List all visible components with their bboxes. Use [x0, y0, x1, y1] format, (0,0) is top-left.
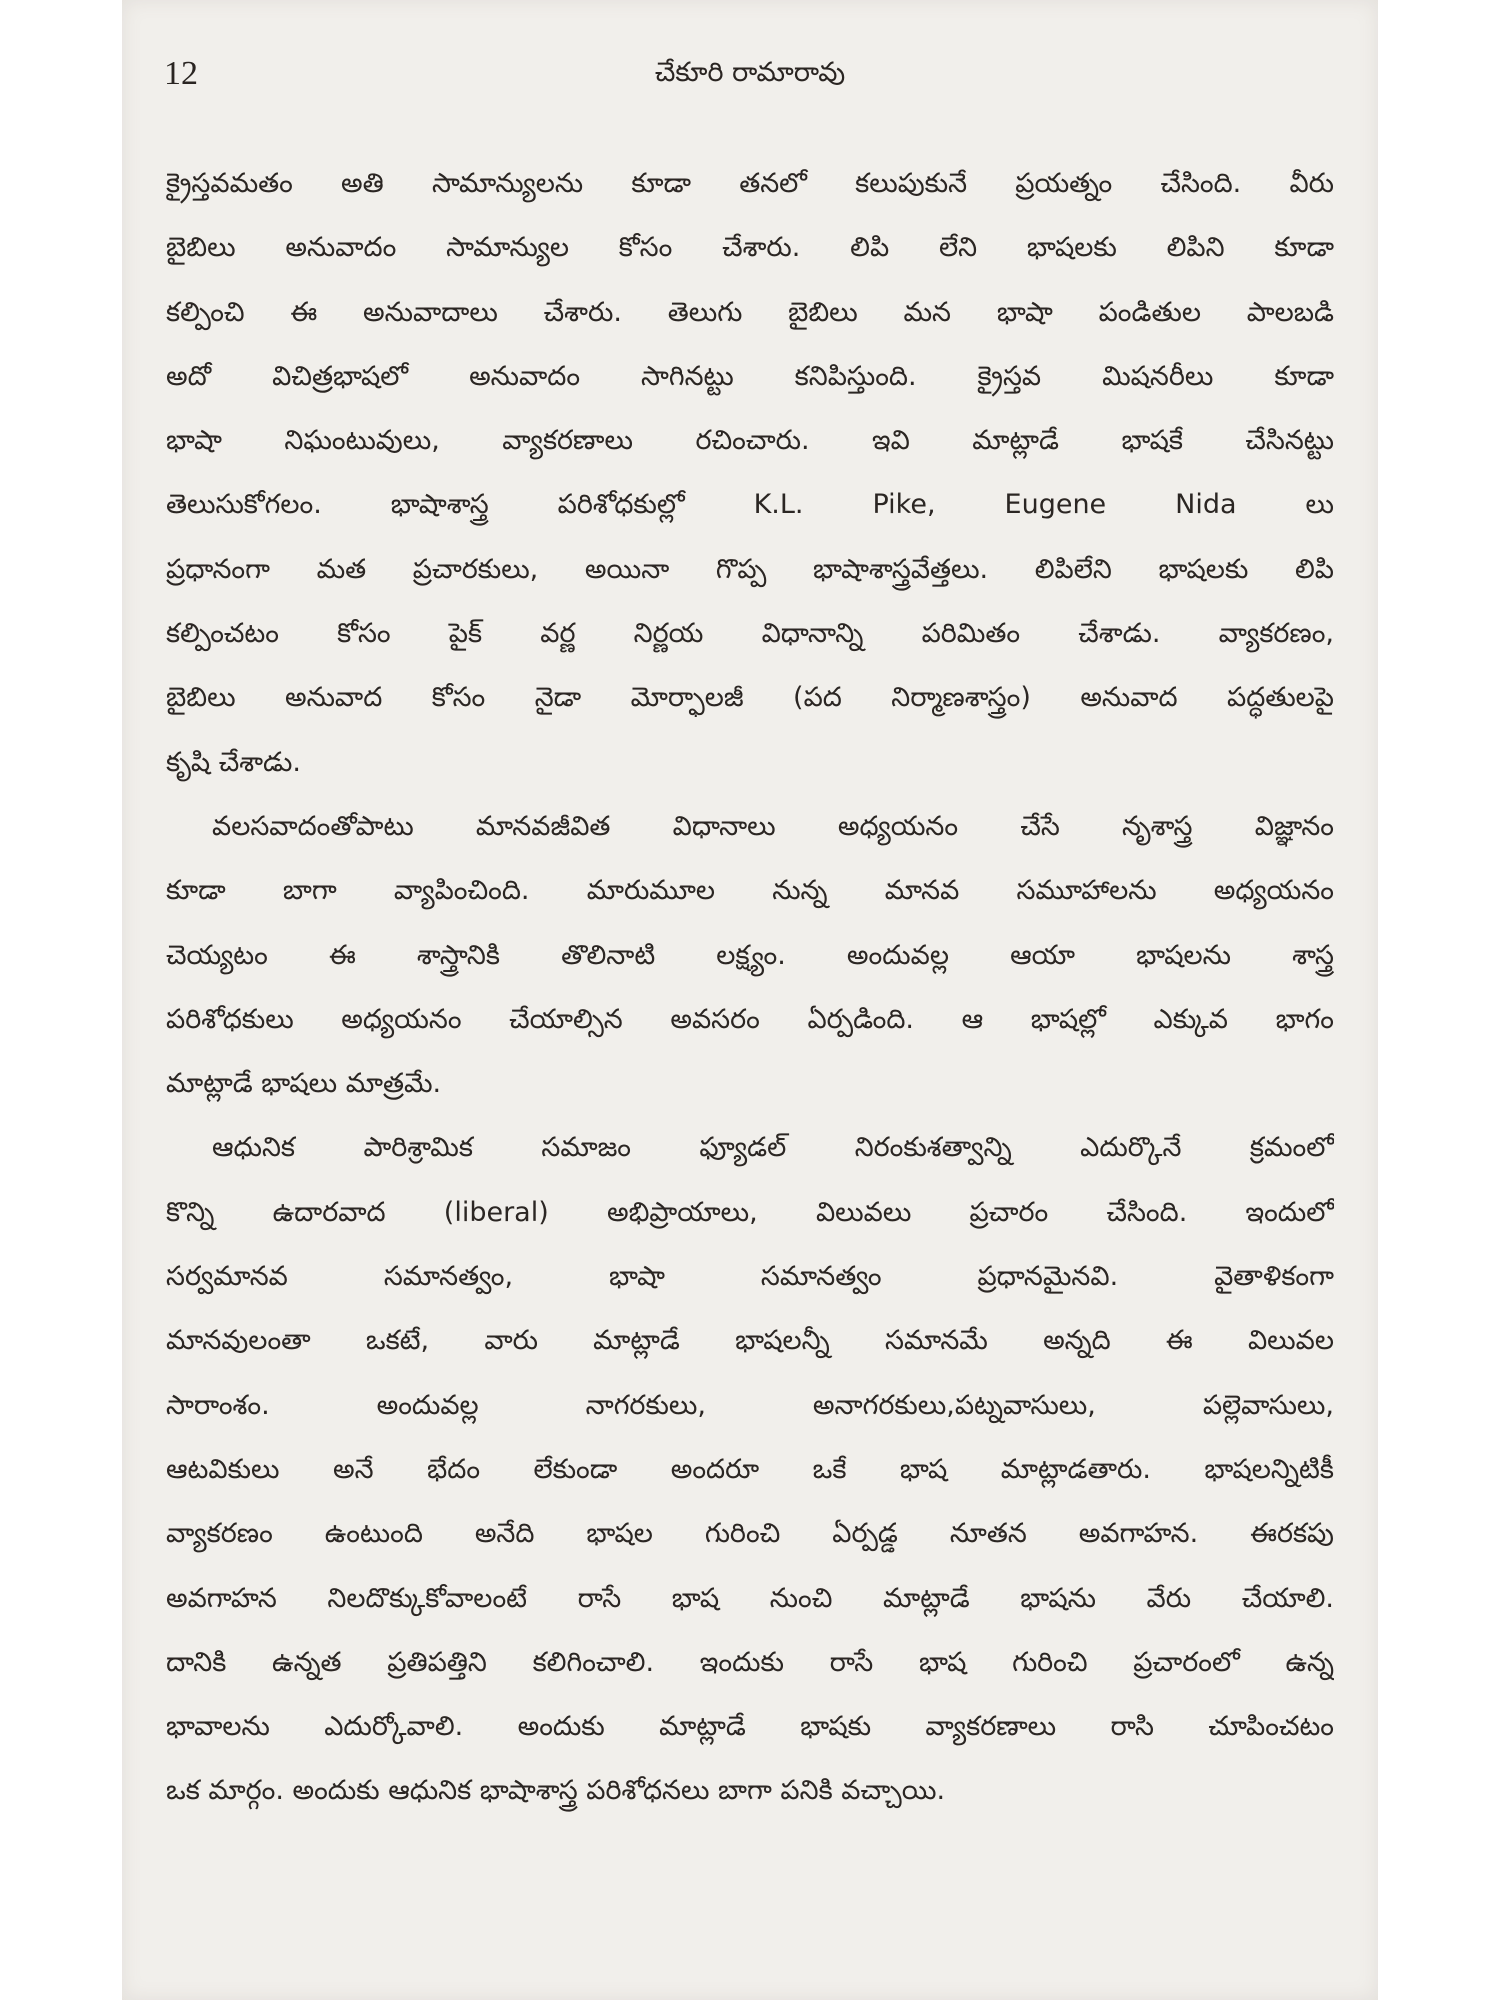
text-line: ఆధునిక పారిశ్రామిక సమాజం ఫ్యూడల్ నిరంకుశత్వాన్ని ఎదుర్కొనే క్రమంలో: [212, 1132, 1334, 1164]
text-line: కృషి చేశాడు.: [166, 746, 301, 778]
text-line: క్రైస్తవమతం అతి సామాన్యులను కూడా తనలో కలుపుకునే ప్రయత్నం చేసింది. వీరు: [166, 168, 1334, 199]
text-line: ఒక మార్గం. అందుకు ఆధునిక భాషాశాస్త్ర పరిశోధనలు బాగా పనికి వచ్చాయి.: [166, 1775, 946, 1807]
page-header: [122, 55, 1378, 101]
running-head: చేకూరి రామారావు: [654, 57, 846, 88]
text-line: కల్పించి ఈ అనువాదాలు చేశారు. తెలుగు బైబిలు మన భాషా పండితుల పాలబడి: [166, 296, 1334, 328]
text-line: వ్యాకరణం ఉంటుంది అనేది భాషల గురించి ఏర్పడ్డ నూతన అవగాహన. ఈరకపు: [166, 1518, 1334, 1550]
text-line: బైబిలు అనువాద కోసం నైడా మోర్ఫాలజీ (పద నిర్మాణశాస్త్రం) అనువాద పద్ధతులపై: [166, 682, 1334, 714]
text-line: వలసవాదంతోపాటు మానవజీవిత విధానాలు అధ్యయనం చేసే నృశాస్త్ర విజ్ఞానం: [212, 810, 1334, 842]
text-line: సారాంశం. అందువల్ల నాగరకులు, అనాగరకులు,పట్నవాసులు, పల్లెవాసులు,: [166, 1389, 1334, 1421]
text-line: చెయ్యటం ఈ శాస్త్రానికి తొలినాటి లక్ష్యం. అందువల్ల ఆయా భాషలను శాస్త్ర: [166, 939, 1334, 971]
paragraph: [166, 795, 1334, 1116]
page-number: 12: [164, 55, 198, 92]
text-line: తెలుసుకోగలం. భాషాశాస్త్ర పరిశోధకుల్లో K.L. Pike, Eugene Nida లు: [166, 489, 1334, 521]
text-line: అవగాహన నిలదొక్కుకోవాలంటే రాసే భాష నుంచి మాట్లాడే భాషను వేరు చేయాలి.: [166, 1582, 1334, 1614]
text-line: భాషా నిఘంటువులు, వ్యాకరణాలు రచించారు. ఇవి మాట్లాడే భాషకే చేసినట్టు: [166, 425, 1334, 457]
text-line: ఆటవికులు అనే భేదం లేకుండా అందరూ ఒకే భాష మాట్లాడతారు. భాషలన్నిటికీ: [166, 1453, 1334, 1485]
text-line: పరిశోధకులు అధ్యయనం చేయాల్సిన అవసరం ఏర్పడింది. ఆ భాషల్లో ఎక్కువ భాగం: [166, 1003, 1334, 1035]
text-line: కల్పించటం కోసం పైక్ వర్ణ నిర్ణయ విధానాన్ని పరిమితం చేశాడు. వ్యాకరణం,: [166, 618, 1334, 650]
text-line: మాట్లాడే భాషలు మాత్రమే.: [166, 1068, 442, 1100]
text-line: సర్వమానవ సమానత్వం, భాషా సమానత్వం ప్రధానమైనవి. వైతాళికంగా: [166, 1261, 1334, 1293]
text-line: ప్రధానంగా మత ప్రచారకులు, అయినా గొప్ప భాషాశాస్త్రవేత్తలు. లిపిలేని భాషలకు లిపి: [166, 553, 1334, 585]
book-page: [122, 0, 1378, 2000]
text-line: దానికి ఉన్నత ప్రతిపత్తిని కలిగించాలి. ఇందుకు రాసే భాష గురించి ప్రచారంలో ఉన్న: [166, 1646, 1334, 1678]
body-text: [166, 152, 1334, 1824]
text-line: కూడా బాగా వ్యాపించింది. మారుమూల నున్న మానవ సమూహాలను అధ్యయనం: [166, 875, 1334, 907]
text-line: అదో విచిత్రభాషలో అనువాదం సాగినట్టు కనిపిస్తుంది. క్రైస్తవ మిషనరీలు కూడా: [166, 360, 1334, 392]
text-line: బైబిలు అనువాదం సామాన్యుల కోసం చేశారు. లిపి లేని భాషలకు లిపిని కూడా: [166, 232, 1334, 264]
text-line: భావాలను ఎదుర్కోవాలి. అందుకు మాట్లాడే భాషకు వ్యాకరణాలు రాసి చూపించటం: [166, 1711, 1334, 1743]
text-line: కొన్ని ఉదారవాద (liberal) అభిప్రాయాలు, విలువలు ప్రచారం చేసింది. ఇందులో: [166, 1196, 1334, 1228]
text-line: మానవులంతా ఒకటే, వారు మాట్లాడే భాషలన్నీ సమానమే అన్నది ఈ విలువల: [166, 1325, 1334, 1357]
paragraph: [166, 152, 1334, 795]
paragraph: [166, 1116, 1334, 1823]
